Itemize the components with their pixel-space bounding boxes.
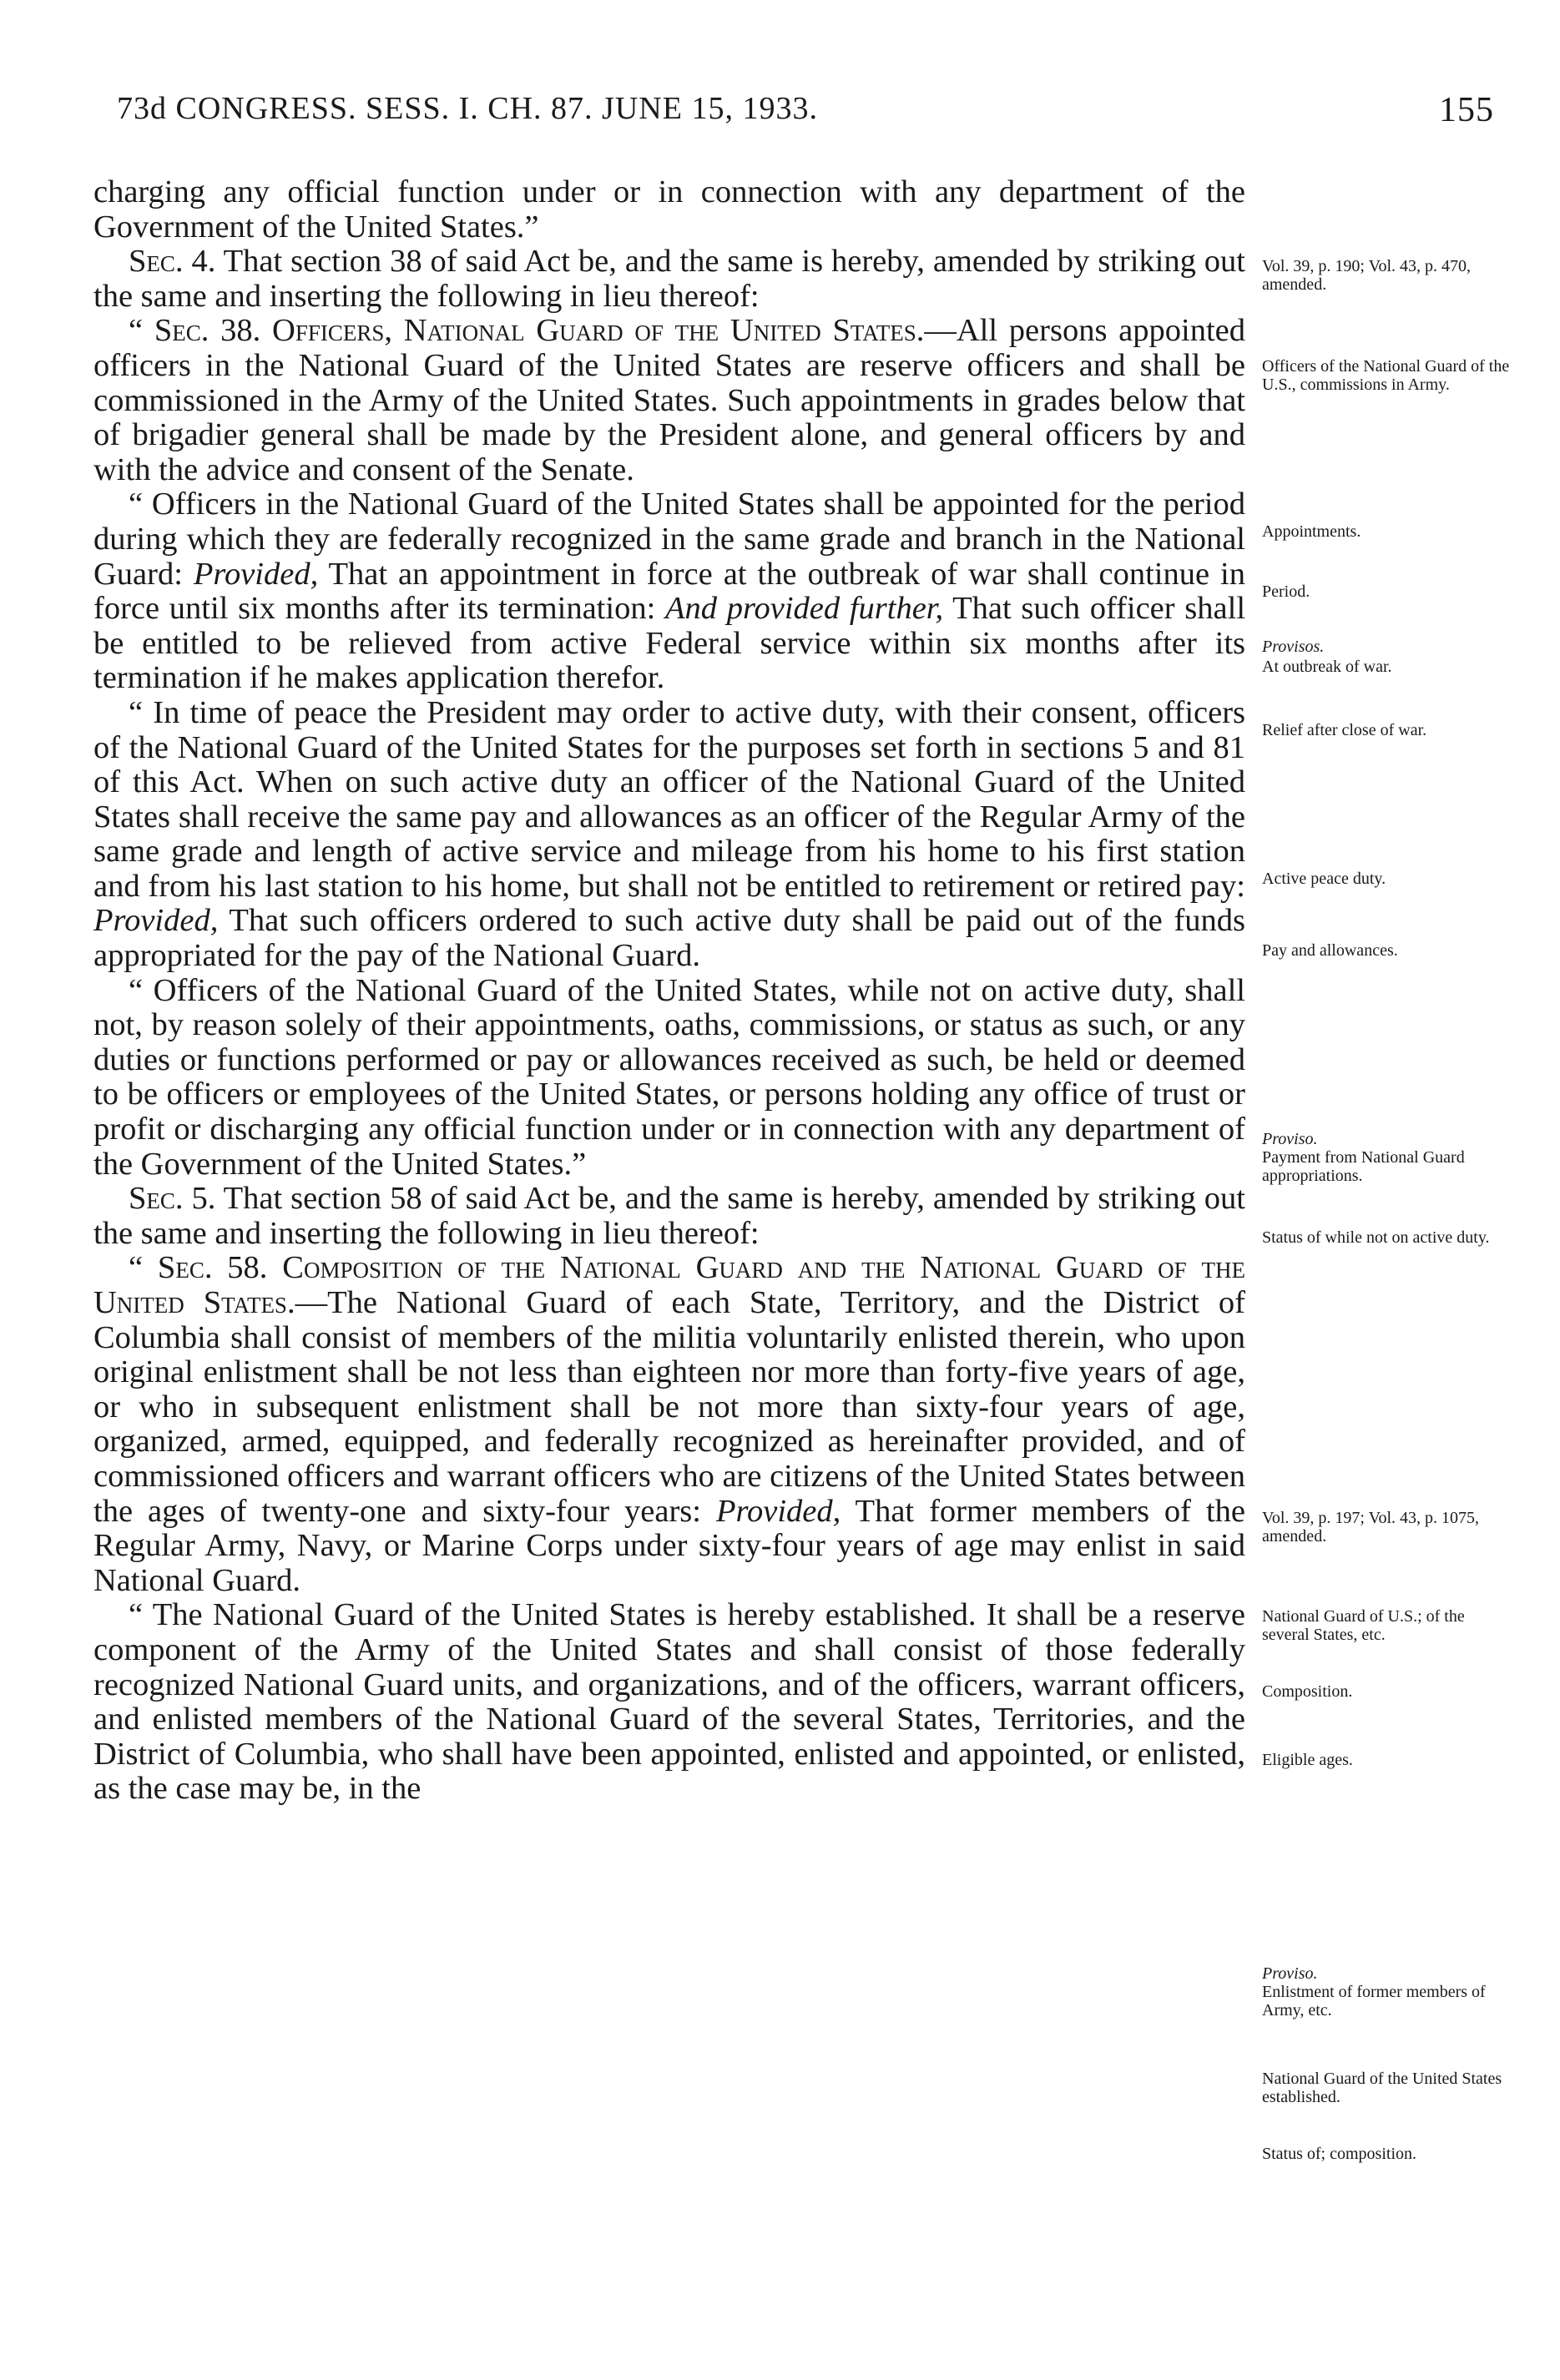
section-label: “ Sec. 38. — [129, 313, 273, 349]
section-label: Sec. 5. — [129, 1181, 216, 1217]
paragraph-text: “ In time of peace the President may order to active duty, with their consent, officers of the National Guard of the United States for the purposes set forth in sections 5 and 81 of this Act. When on such active duty an officer of the National Guard of the United States shall receive the same pay and allowances as an officer of the Regular Army of the same grade and length of active service and mileage from his home to his first station and from his last station to his home, but shall not be entitled to retirement or retired pay: — [93, 694, 1245, 904]
margin-note-provisos: Provisos. — [1262, 638, 1325, 656]
paragraph-text: —The National Guard of each State, Territory, and the District of Columbia shall consist of members of the militia voluntarily enlisted therein, who upon original enlistment shall be not less than eighteen nor more than forty-five years of age, or who in subsequent enlistment shall be not more than sixty-four years of age, organized, armed, equipped, and federally recognized as hereinafter provided, and of commissioned officers and warrant officers who are citizens of the United States between the ages of twenty-one and sixty-four years: — [93, 1285, 1245, 1529]
margin-note-composition: Composition. — [1262, 1682, 1353, 1701]
paragraph-sec-38 — [93, 314, 1245, 487]
margin-note-pay: Pay and allowances. — [1262, 941, 1398, 960]
section-heading: Officers, National Guard of the United States. — [272, 313, 925, 349]
margin-note-proviso-1: Proviso. — [1262, 1130, 1318, 1148]
margin-note-ng-several: National Guard of U.S.; of the several States, etc. — [1262, 1607, 1465, 1644]
margin-note-ng-established: National Guard of the United States established. — [1262, 2070, 1502, 2106]
margin-note-eligible: Eligible ages. — [1262, 1751, 1353, 1769]
provided-clause: Provided, — [193, 556, 319, 592]
paragraph-sec-58 — [93, 1251, 1245, 1598]
margin-note-vol-39-190: Vol. 39, p. 190; Vol. 43, p. 470, amended. — [1262, 257, 1472, 294]
provided-further-clause: And provided further, — [664, 591, 944, 627]
page-number: 155 — [1439, 91, 1494, 129]
margin-notes — [1262, 0, 1512, 2380]
section-label: “ Sec. 58. — [129, 1250, 283, 1286]
paragraph-sec-4 — [93, 245, 1245, 314]
paragraph-text: That former members of the Regular Army, Navy, or Marine Corps under sixty-four years of age may enlist in said National Guard. — [93, 1493, 1245, 1598]
margin-note-enlistment-former: Enlistment of former members of Army, etc. — [1262, 1983, 1486, 2019]
paragraph-not-active-duty — [93, 974, 1245, 1182]
paragraph-text: charging any official function under or in connection with any department of the Government of the United States.” — [93, 174, 1245, 245]
paragraph-text: “ The National Guard of the United States is hereby established. It shall be a reserve component of the Army of the United States and shall consist of those federally recognized National Guard units, and organizations, and of the officers, warrant officers, and enlisted members of the National Guard of the several States, Territories, and the District of Columbia, who shall have been appointed, enlisted and appointed, or enlisted, as the case may be, in the — [93, 1597, 1245, 1807]
paragraph-sec-5 — [93, 1182, 1245, 1251]
margin-note-active-peace: Active peace duty. — [1262, 870, 1386, 888]
margin-note-proviso-2: Proviso. — [1262, 1964, 1318, 1983]
provided-clause: Provided, — [93, 903, 219, 939]
body-text — [93, 175, 1245, 1807]
paragraph-text: That an appointment in force at the outbreak of war shall continue in force until six months after its termination: — [93, 556, 1245, 627]
paragraph-peace-duty — [93, 696, 1245, 974]
paragraph-text: That such officer shall be entitled to be relieved from active Federal service within six months after its termination if he makes application therefor. — [93, 591, 1246, 696]
paragraph-continuation — [93, 175, 1245, 245]
paragraph-text: “ Officers of the National Guard of the United States, while not on active duty, shall not, by reason solely of their appointments, oaths, commissions, or status as such, or any duties or functions performed or pay or allowances received as such, be held or deemed to be officers or employees of the United States, or persons holding any office of trust or profit or discharging any official function under or in connection with any department of the Government of the United States.” — [93, 972, 1245, 1182]
margin-note-period: Period. — [1262, 582, 1310, 601]
section-heading: Composition of the National Guard and the National Guard of the United States. — [93, 1250, 1245, 1320]
margin-note-relief: Relief after close of war. — [1262, 721, 1427, 739]
margin-note-status-not-active: Status of while not on active duty. — [1262, 1228, 1490, 1247]
paragraph-text: That such officers ordered to such active duty shall be paid out of the funds appropriated for the pay of the National Guard. — [93, 903, 1245, 974]
running-head: 73d CONGRESS. SESS. I. CH. 87. JUNE 15, 1933. — [117, 91, 818, 126]
margin-note-officers-ng: Officers of the National Guard of the U.S., commissions in Army. — [1262, 357, 1510, 394]
paragraph-text: That section 38 of said Act be, and the same is hereby, amended by striking out the same and inserting the following in lieu thereof: — [93, 244, 1245, 314]
paragraph-officers-period — [93, 487, 1245, 696]
provided-clause: Provided, — [715, 1493, 841, 1529]
paragraph-ngus-established — [93, 1598, 1245, 1807]
margin-note-status-composition: Status of; composition. — [1262, 2145, 1416, 2163]
paragraph-text: That section 58 of said Act be, and the same is hereby, amended by striking out the same and inserting the following in lieu thereof: — [93, 1181, 1245, 1251]
margin-note-payment: Payment from National Guard appropriations. — [1262, 1148, 1465, 1185]
section-label: Sec. 4. — [129, 244, 216, 280]
margin-note-appointments: Appointments. — [1262, 522, 1361, 541]
paragraph-text: “ Officers in the National Guard of the United States shall be appointed for the period during which they are federally recognized in the same grade and branch in the National Guard: — [93, 487, 1245, 592]
margin-note-outbreak: At outbreak of war. — [1262, 658, 1392, 676]
paragraph-text: —All persons appointed officers in the National Guard of the United States are reserve officers and shall be commissioned in the Army of the United States. Such appointments in grades below that of brigadier general shall be made by the President alone, and general officers by and with the advice and consent of the Senate. — [93, 313, 1246, 487]
margin-note-vol-39-197: Vol. 39, p. 197; Vol. 43, p. 1075, amended. — [1262, 1509, 1480, 1545]
